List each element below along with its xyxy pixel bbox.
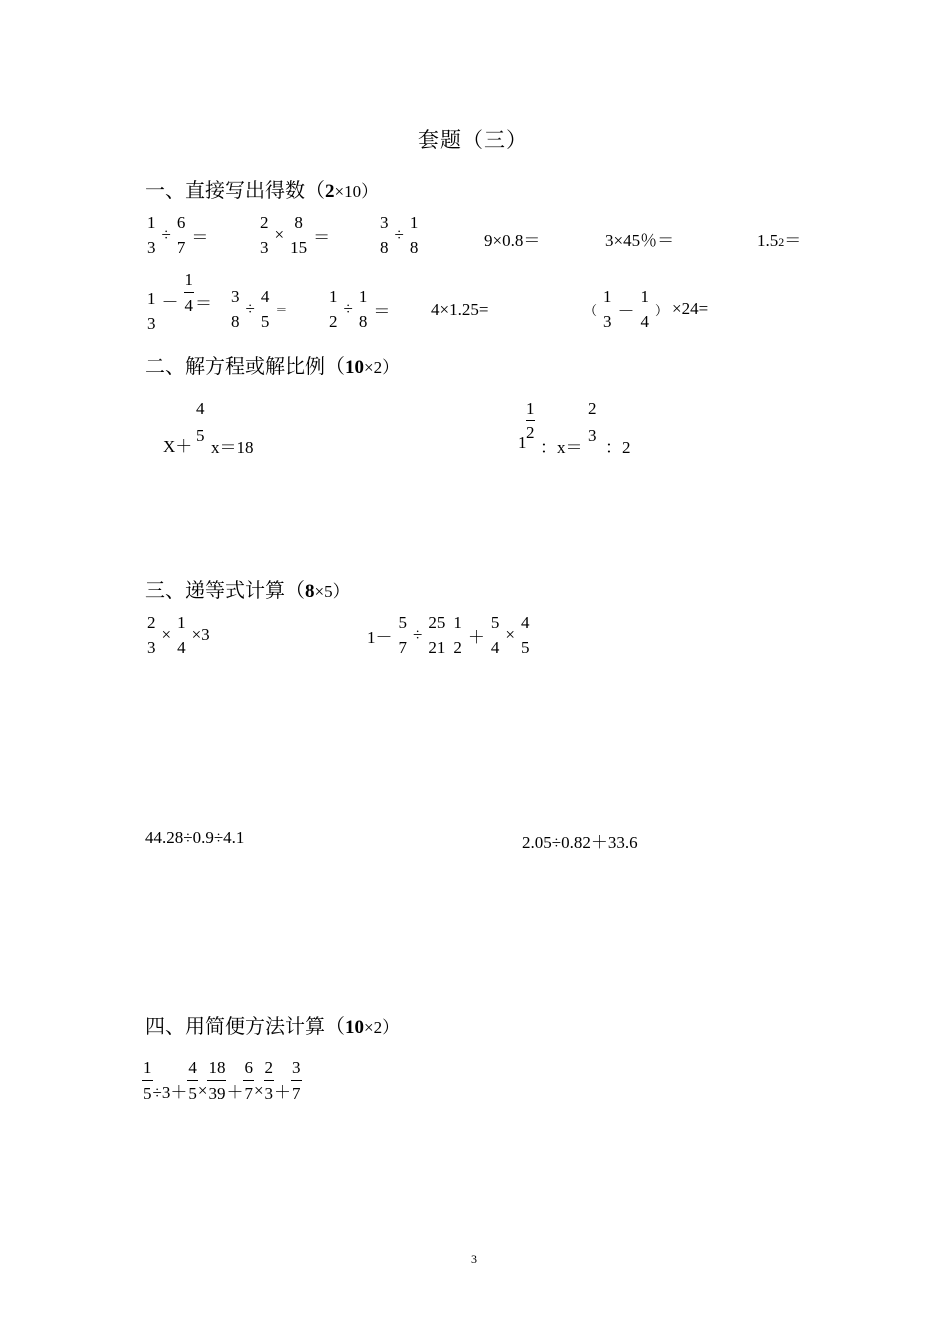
section-label: 二、解方程或解比例（ <box>145 356 345 378</box>
problem-9: 1 2 ÷ 1 8 ＝ <box>329 287 391 331</box>
fraction: 1 4 <box>177 613 186 657</box>
fraction: 1 2 <box>329 287 338 331</box>
fraction: 1 2 <box>453 613 462 657</box>
fraction: 4 5 <box>260 287 270 331</box>
section-score-rest: ×2） <box>364 1018 400 1037</box>
problem-3: 3 8 ÷ 1 8 <box>380 213 419 257</box>
fraction: 2 3 <box>147 613 156 657</box>
section-score-rest: ×5） <box>314 582 350 601</box>
fraction: 5 7 <box>398 613 407 657</box>
stepwise-1: 2 3 × 1 4 ×3 <box>147 613 210 657</box>
fraction: $\frac{3}{7}$ <box>292 1058 301 1103</box>
fraction: $\frac{2}{3}$ <box>264 1058 274 1103</box>
equation-1-left: X＋ <box>163 437 193 456</box>
stepwise-2: 1－ 5 7 ÷ 25 21 1 2 ＋ 5 4 × 4 5 <box>367 613 530 657</box>
section-score: 2 <box>325 181 335 202</box>
section-score: 8 <box>305 581 315 602</box>
problem-5: 3×45％＝ <box>605 231 675 250</box>
page-title: 套题（三） <box>418 128 528 152</box>
fraction: 2 3 <box>260 213 269 257</box>
fraction: $\frac{4}{5}$ <box>188 1058 197 1103</box>
section-score-rest: ×10） <box>334 182 379 201</box>
fraction: 4 5 <box>520 613 530 657</box>
section-3-heading <box>145 574 350 603</box>
section-label: 三、递等式计算（ <box>145 580 305 602</box>
section-score: 10 <box>345 1017 364 1038</box>
section-score: 10 <box>345 357 364 378</box>
fraction: 1 8 <box>358 287 368 331</box>
fraction: 6 7 <box>176 213 186 257</box>
section-1-heading <box>145 174 378 203</box>
problem-10: 4×1.25= <box>431 300 489 319</box>
problem-6: 1.52＝ <box>757 231 802 250</box>
section-label: 四、用简便方法计算（ <box>145 1016 345 1038</box>
fraction: 1 4 <box>640 287 650 331</box>
section-label: 一、直接写出得数（ <box>145 180 325 202</box>
equation-2-fraction-2: 2 3 <box>588 399 597 445</box>
fraction: 1 3 <box>147 213 156 257</box>
fraction: 8 15 <box>290 213 308 257</box>
fraction: 5 4 <box>490 613 500 657</box>
problem-4: 9×0.8＝ <box>484 231 541 250</box>
fraction: $\frac{6}{7}$ <box>244 1058 253 1103</box>
simplified-calculation: $\frac{1}{5}$ ÷3＋ $\frac{4}{5}$ × $\frac{18}{39}$ ＋ $\frac{6}{7}$ × $\frac{2}{3}$ ＋ $\frac{3}{7}$ <box>143 1058 301 1103</box>
fraction: 1 8 <box>409 213 419 257</box>
stepwise-3: 44.28÷0.9÷4.1 <box>145 828 245 847</box>
section-2-heading <box>145 350 399 379</box>
problem-11: （ 1 3 － 1 4 ） ×24= <box>584 287 709 331</box>
problem-8: 3 8 ÷ 4 5 ＝ <box>231 287 288 331</box>
stepwise-4: 2.05÷0.82＋33.6 <box>522 833 638 852</box>
section-score-rest: ×2） <box>364 358 400 377</box>
equation-2-middle: ：x＝ <box>540 438 583 457</box>
fraction: $\frac{18}{39}$ <box>208 1058 226 1103</box>
fraction: $\frac{1}{4}$ <box>184 269 193 315</box>
section-4-heading <box>145 1010 399 1039</box>
equation-2-fraction-1: 1 2 <box>526 399 535 442</box>
equation-1-right: x＝18 <box>211 438 254 457</box>
problem-2: 2 3 × 8 15 ＝ <box>260 213 331 257</box>
equation-2-whole: 1 <box>518 433 527 452</box>
equation-2-tail: ：2 <box>605 438 631 457</box>
page-number: 3 <box>471 1252 477 1266</box>
problem-1: 1 3 ÷ 6 7 ＝ <box>147 213 209 257</box>
fraction: 1 3 <box>147 289 156 333</box>
fraction: 1 3 <box>603 287 612 331</box>
fraction: 25 21 <box>428 613 446 657</box>
fraction: 3 8 <box>380 213 389 257</box>
equation-1-fraction: 4 5 <box>196 399 205 445</box>
fraction: $\frac{1}{5}$ <box>143 1058 152 1103</box>
problem-7: 1 3 － $\frac{1}{4}$ ＝ <box>147 269 212 333</box>
fraction: 3 8 <box>231 287 240 331</box>
